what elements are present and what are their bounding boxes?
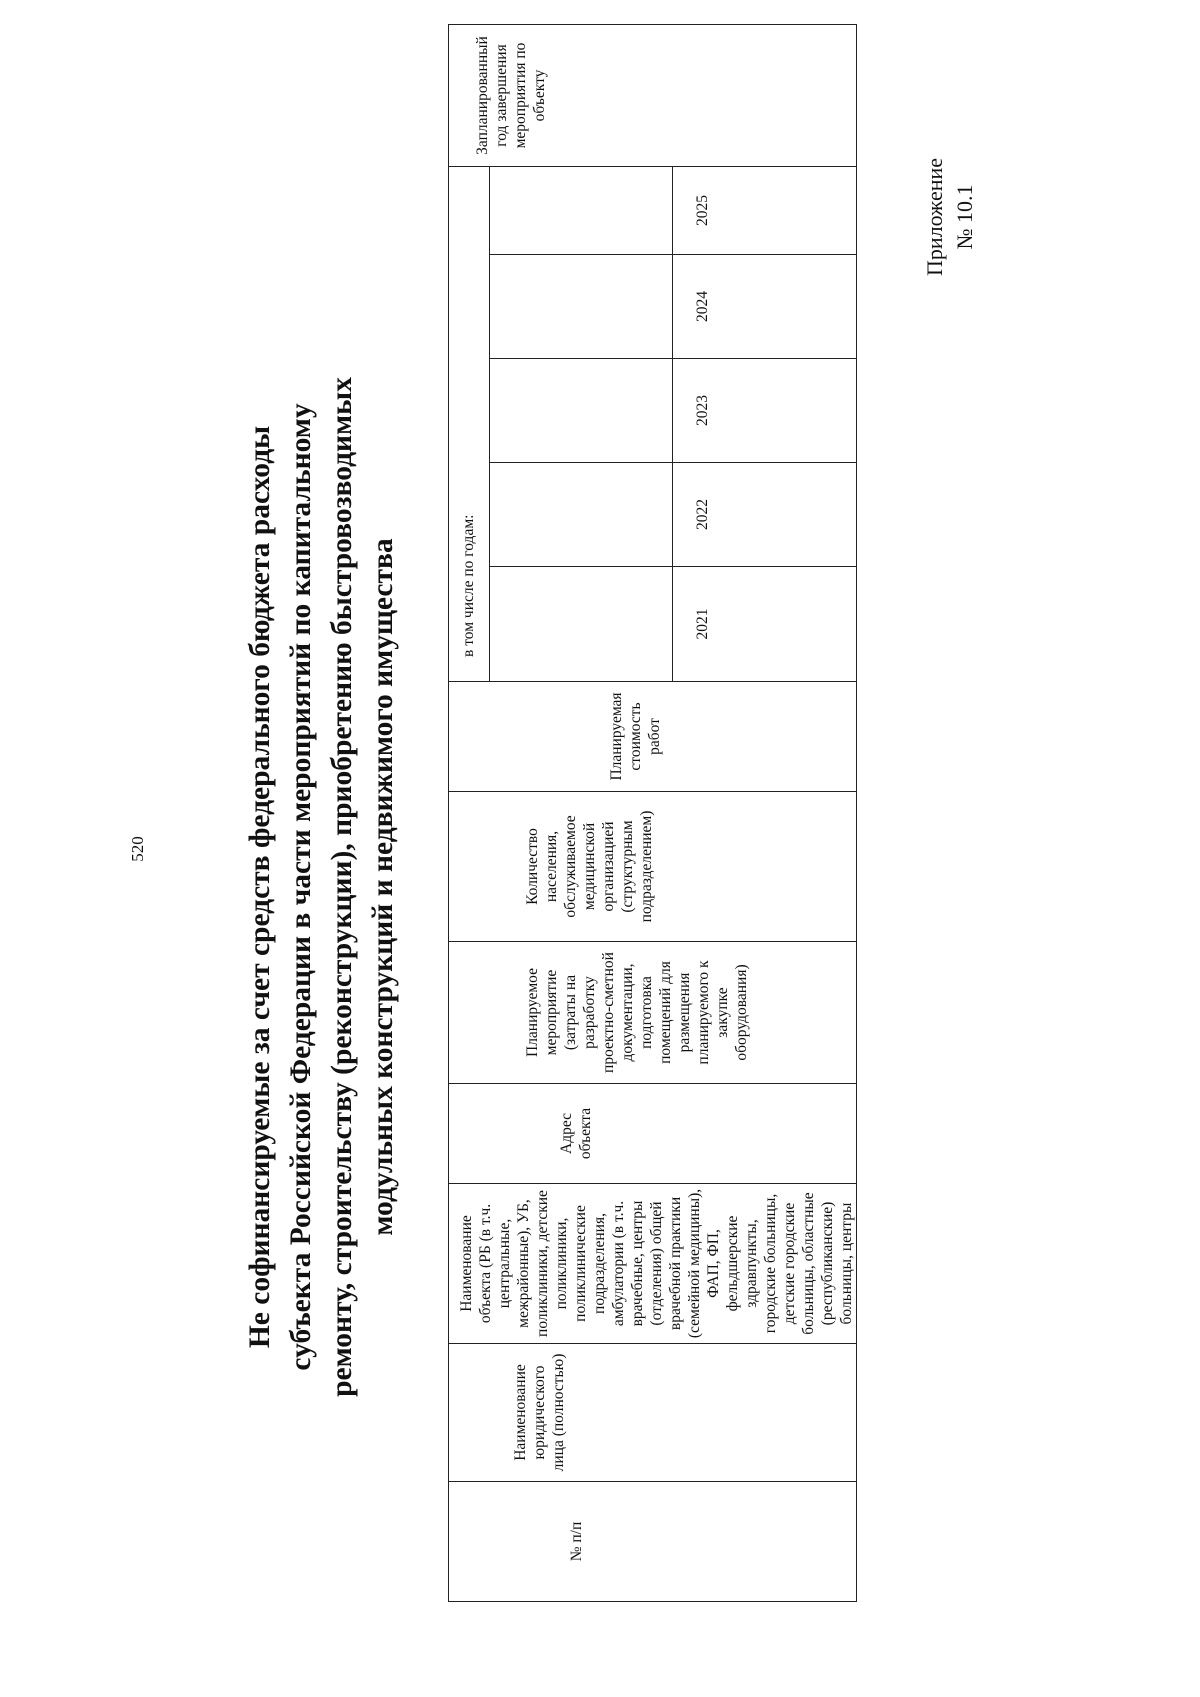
header-by-years-text: в том числе по годам: — [460, 514, 478, 657]
header-year-2023: 2023 — [673, 359, 857, 463]
header-planned-event — [449, 942, 857, 1084]
data-table-wrapper — [448, 24, 857, 1602]
header-planned-cost-text: Планируемая стоимость работ — [608, 692, 663, 781]
header-legal-entity-text: Наименование юридического лица (полностью) — [512, 1353, 567, 1472]
appendix-label — [920, 137, 980, 297]
header-population — [449, 792, 857, 942]
header-year-2024: 2024 — [673, 255, 857, 359]
appendix-line-1: Приложение — [922, 157, 947, 277]
header-year-2025: 2025 — [673, 167, 857, 255]
header-year-2022: 2022 — [673, 463, 857, 567]
header-planned-event-text: Планируемое мероприятие (затраты на разработку проектно-сметной документации, подготовка помещений для размещения планируемого к закупке оборудования) — [524, 952, 750, 1073]
header-number-text: № п/п — [568, 1521, 585, 1562]
header-address — [449, 1084, 857, 1184]
year-2022-blank — [489, 463, 673, 567]
year-2023-blank — [489, 359, 673, 463]
header-object-name-text: Наименование объекта (РБ (в т.ч. центральные, межрайонные), УБ, поликлиники, детские поликлиники, поликлинические подразделения, амбулатории (в т.ч. врачебные, центры (отделения) общей врачебной практики (семейной медицины), ФАП, ФП, фельдшерские здравпункты, городские больницы, детские городские больницы, областные (республиканские) больницы, центры — [458, 1188, 855, 1339]
header-legal-entity — [449, 1344, 857, 1482]
header-year-2021: 2021 — [673, 567, 857, 682]
header-completion-year — [449, 25, 857, 167]
header-address-text: Адрес объекта — [558, 1107, 594, 1160]
header-planned-cost — [449, 682, 857, 792]
page-number: 520 — [128, 836, 147, 862]
appendix-line-2: № 10.1 — [952, 184, 977, 250]
data-table — [448, 24, 857, 1602]
header-completion-year-text: Запланированный год завершения мероприятия по объекту — [474, 36, 548, 155]
header-by-years — [449, 167, 490, 682]
year-2021-blank — [489, 567, 673, 682]
header-population-text: Количество населения, обслуживаемое медицинской организацией (структурным подразделением) — [524, 810, 655, 923]
document-title: Не софинансируемые за счет средств федерального бюджета расходы субъекта Российской Федерации в части мероприятий по капитальному ремонту, строительству (реконструкции), приобретению быстровозводимых модульных конструкций и недвижимого имущества — [244, 377, 399, 1397]
year-2024-blank — [489, 255, 673, 359]
header-number — [449, 1482, 857, 1602]
year-2025-blank — [489, 167, 673, 255]
header-object-name — [449, 1184, 857, 1344]
